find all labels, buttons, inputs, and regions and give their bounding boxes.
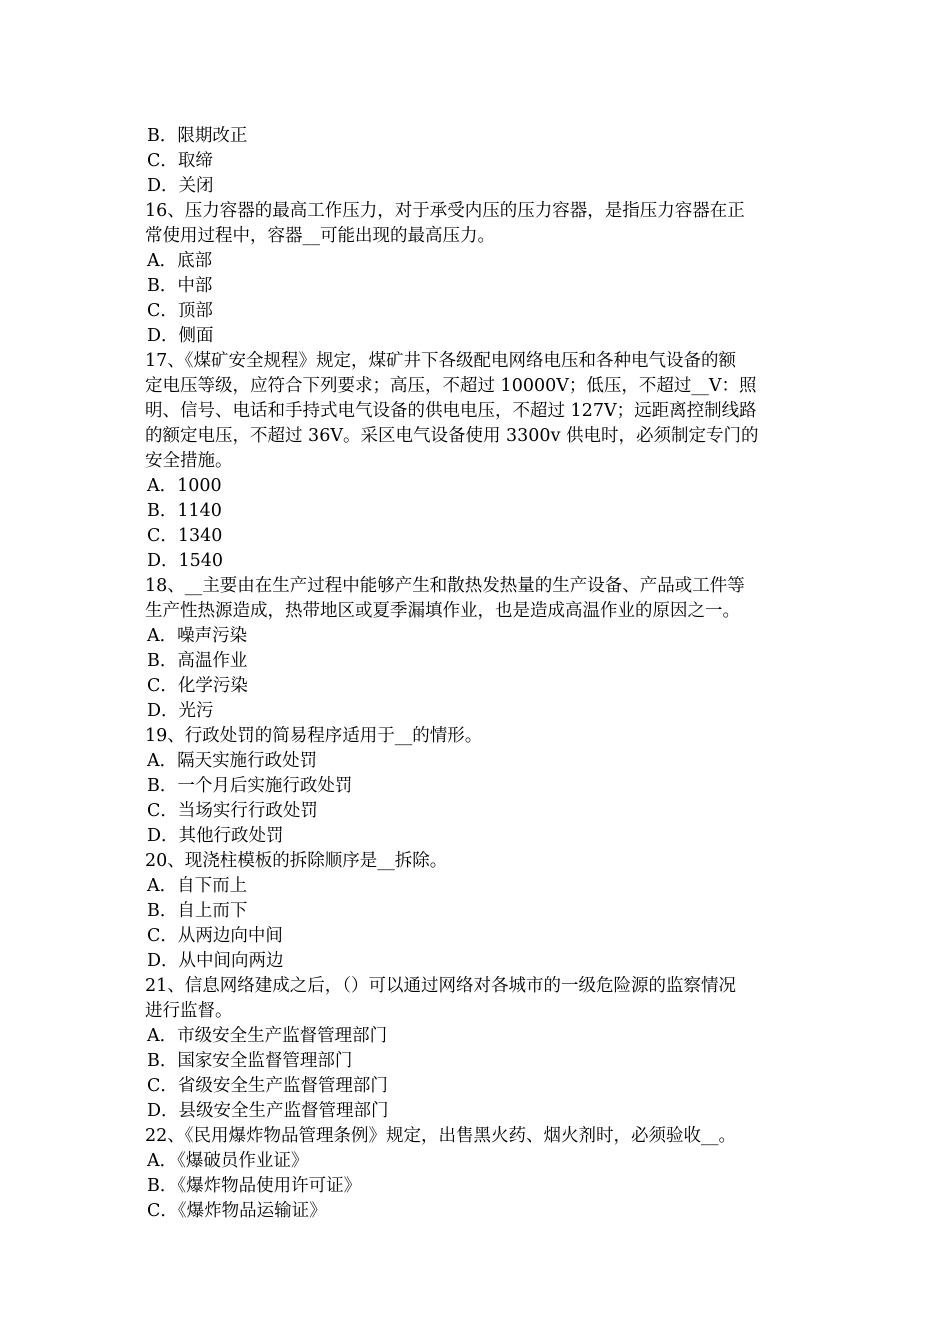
answer-option: D．1540	[147, 551, 224, 571]
question-text: 17、《煤矿安全规程》规定，煤矿井下各级配电网络电压和各种电气设备的额	[145, 351, 737, 371]
answer-option: C．《爆炸物品运输证》	[147, 1201, 327, 1221]
answer-option: D．光污	[147, 701, 214, 721]
question-text: 生产性热源造成，热带地区或夏季漏填作业，也是造成高温作业的原因之一。	[145, 601, 740, 621]
answer-option: A．1000	[147, 476, 222, 496]
answer-option: B．自上而下	[147, 901, 248, 921]
answer-option: C．1340	[147, 526, 223, 546]
answer-option: D．侧面	[147, 326, 214, 346]
question-text: 19、行政处罚的简易程序适用于__的情形。	[145, 726, 483, 746]
answer-option: A．隔天实施行政处罚	[147, 751, 318, 771]
answer-option: A．噪声污染	[147, 626, 248, 646]
question-text: 18、__主要由在生产过程中能够产生和散热发热量的生产设备、产品或工件等	[145, 576, 745, 596]
answer-option: C．从两边向中间	[147, 926, 283, 946]
answer-option: B．中部	[147, 276, 213, 296]
answer-option: B．《爆炸物品使用许可证》	[147, 1176, 362, 1196]
question-text: 定电压等级，应符合下列要求；高压，不超过 10000V；低压，不超过__V：照	[145, 376, 757, 396]
answer-option: C．取缔	[147, 151, 213, 171]
document-page	[145, 124, 810, 1224]
answer-option: B．高温作业	[147, 651, 248, 671]
question-text: 明、信号、电话和手持式电气设备的供电电压，不超过 127V；远距离控制线路	[145, 401, 757, 421]
answer-option: A．市级安全生产监督管理部门	[147, 1026, 388, 1046]
answer-option: C．当场实行行政处罚	[147, 801, 318, 821]
answer-option: C．省级安全生产监督管理部门	[147, 1076, 388, 1096]
answer-option: D．其他行政处罚	[147, 826, 284, 846]
answer-option: B．1140	[147, 501, 222, 521]
question-text: 22、《民用爆炸物品管理条例》规定，出售黑火药、烟火剂时，必须验收__。	[145, 1126, 737, 1146]
answer-option: D．关闭	[147, 176, 214, 196]
question-text: 进行监督。	[145, 1001, 233, 1021]
answer-option: D．从中间向两边	[147, 951, 284, 971]
answer-option: A．《爆破员作业证》	[147, 1151, 309, 1171]
answer-option: B．国家安全监督管理部门	[147, 1051, 353, 1071]
question-text: 20、现浇柱模板的拆除顺序是__拆除。	[145, 851, 448, 871]
answer-option: A．底部	[147, 251, 213, 271]
question-text: 21、信息网络建成之后，（）可以通过网络对各城市的一级危险源的监察情况	[145, 976, 737, 996]
question-text: 的额定电压，不超过 36V。采区电气设备使用 3300v 供电时，必须制定专门的	[145, 426, 759, 446]
answer-option: C．化学污染	[147, 676, 248, 696]
answer-option: B．一个月后实施行政处罚	[147, 776, 353, 796]
question-text: 16、压力容器的最高工作压力，对于承受内压的压力容器，是指压力容器在正	[145, 201, 745, 221]
answer-option: B．限期改正	[147, 126, 248, 146]
question-text: 安全措施。	[145, 451, 233, 471]
answer-option: C．顶部	[147, 301, 213, 321]
answer-option: D．县级安全生产监督管理部门	[147, 1101, 389, 1121]
question-text: 常使用过程中，容器__可能出现的最高压力。	[145, 226, 495, 246]
answer-option: A．自下而上	[147, 876, 248, 896]
